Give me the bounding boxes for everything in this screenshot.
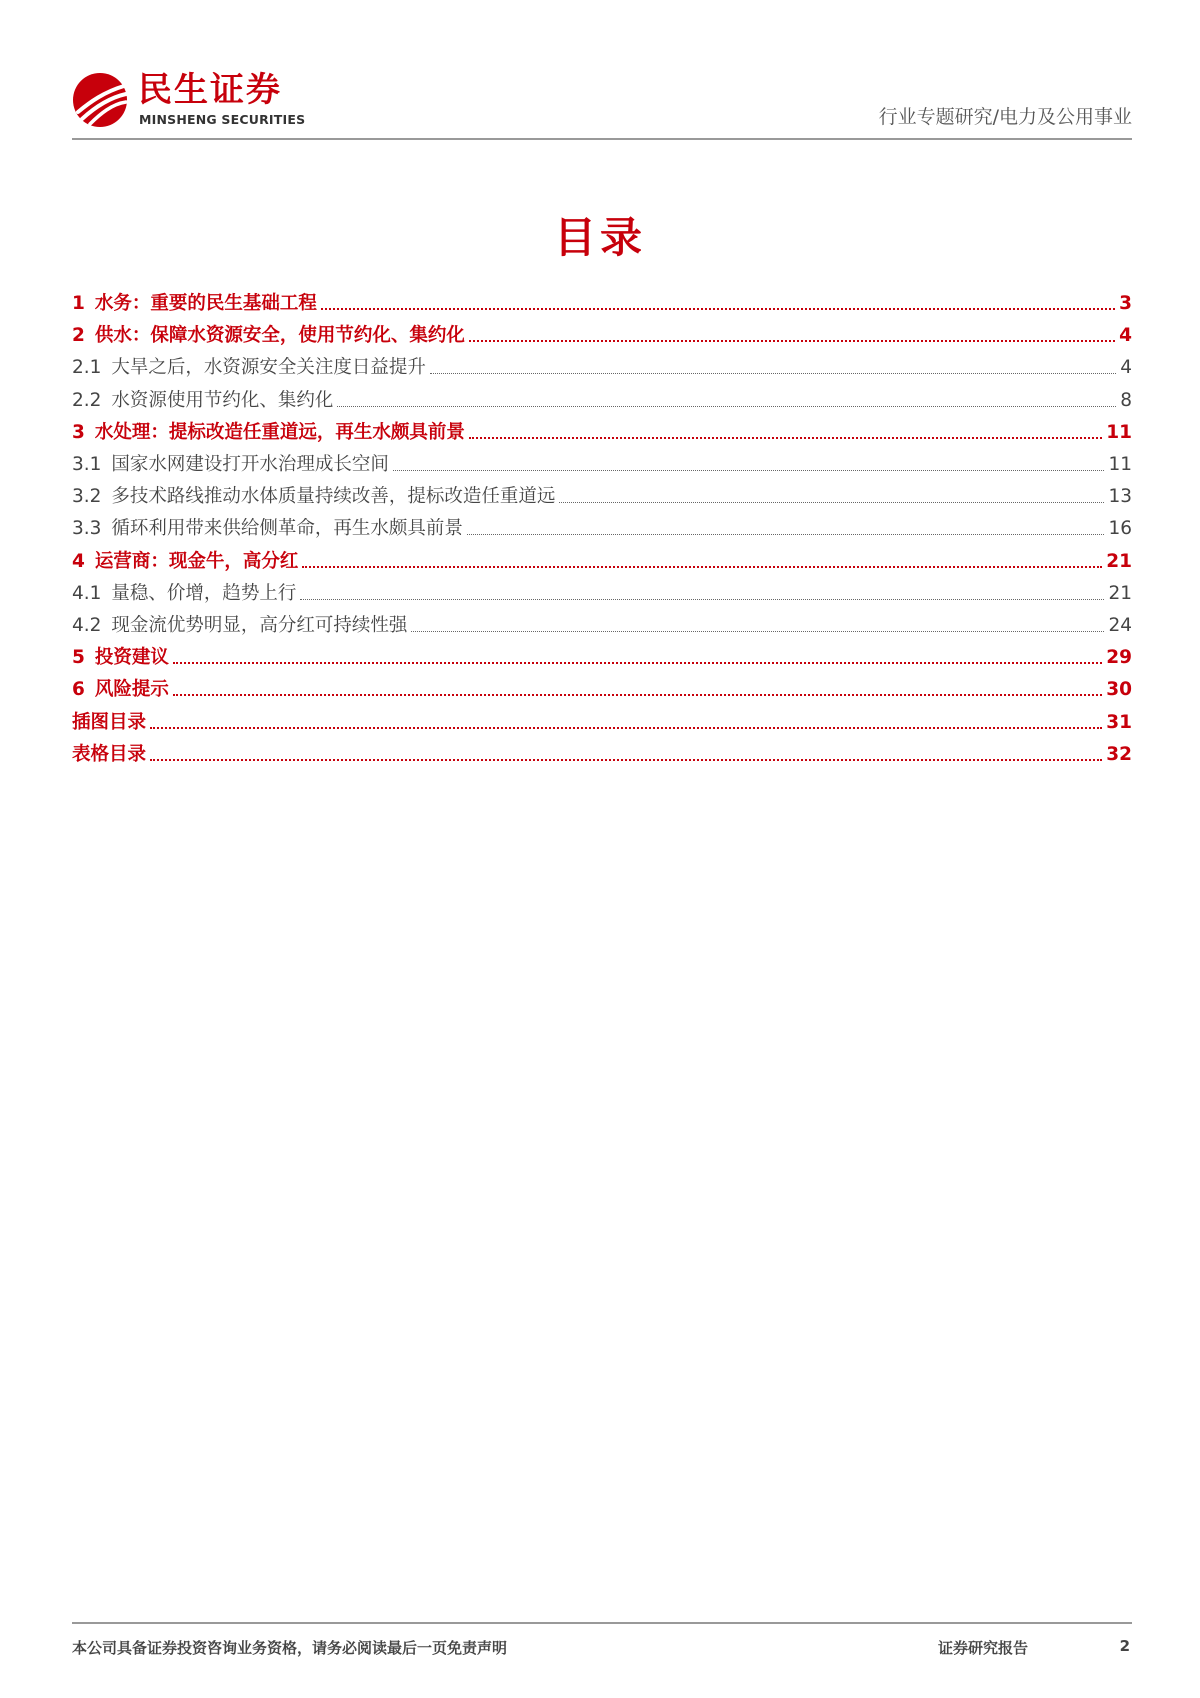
toc-entry-number: 4.1: [72, 582, 102, 604]
toc-entry-title: [72, 355, 426, 381]
footer-divider: [72, 1622, 1132, 1624]
toc-entry-page: 11: [1106, 421, 1132, 443]
toc-entry-number: 5: [72, 647, 85, 669]
toc-entry-page: 29: [1106, 647, 1132, 669]
toc-entry-text: 大旱之后，水资源安全关注度日益提升: [111, 357, 426, 379]
toc-dot-leader: [337, 405, 1116, 407]
toc-entry[interactable]: [72, 577, 1132, 607]
toc-entry-title: [72, 291, 317, 317]
toc-dot-leader: [321, 307, 1115, 310]
footer-doc-type: 证券研究报告: [938, 1639, 1029, 1657]
toc-dot-leader: [393, 469, 1105, 471]
toc-entry-text: 现金流优势明显，高分红可持续性强: [111, 615, 408, 636]
logo-english-name: MINSHENG SECURITIES: [139, 112, 306, 127]
toc-entry[interactable]: [72, 512, 1132, 542]
toc-entry-page: 8: [1120, 389, 1132, 411]
toc-dot-leader: [469, 339, 1115, 342]
page-header: [72, 66, 1132, 140]
toc-entry-title: [72, 484, 555, 510]
toc-entry-text: 水务：重要的民生基础工程: [94, 293, 317, 314]
toc-dot-leader: [150, 758, 1102, 761]
toc-entry-text: 循环利用带来供给侧革命，再生水颇具前景: [111, 518, 463, 540]
toc-entry-page: 24: [1108, 615, 1132, 636]
toc-entry-title: [72, 452, 389, 478]
toc-entry[interactable]: [72, 673, 1132, 703]
toc-dot-leader: [559, 501, 1104, 503]
toc-entry-title: [72, 549, 298, 575]
toc-entry-text: 水资源使用节约化、集约化: [111, 389, 334, 411]
toc-entry-text: 运营商：现金牛，高分红: [94, 550, 299, 572]
toc-entry-page: 4: [1119, 325, 1132, 347]
toc-entry-text: 量稳、价增，趋势上行: [111, 582, 297, 604]
toc-entry-title: [72, 581, 296, 607]
toc-entry-page: 4: [1120, 357, 1132, 379]
footer-disclaimer: 本公司具备证券投资咨询业务资格，请务必阅读最后一页免责声明: [72, 1639, 508, 1657]
toc-entry[interactable]: [72, 480, 1132, 510]
toc-entry-page: 30: [1106, 679, 1132, 701]
toc-entry-page: 31: [1106, 711, 1132, 733]
toc-entry-page: 13: [1108, 486, 1132, 508]
toc-entry-text: 供水：保障水资源安全，使用节约化、集约化: [94, 325, 465, 347]
toc-entry-number: 3.2: [72, 486, 102, 508]
toc-entry-number: 3: [72, 421, 85, 443]
toc-entry-text: 风险提示: [94, 679, 169, 701]
toc-entry-number: 1: [72, 293, 85, 314]
toc-entry[interactable]: [72, 609, 1132, 639]
toc-entry-text: 多技术路线推动水体质量持续改善，提标改造任重道远: [111, 486, 556, 508]
toc-entry[interactable]: [72, 706, 1132, 736]
toc-entry[interactable]: [72, 384, 1132, 414]
toc-entry-page: 32: [1106, 743, 1132, 765]
toc-entry-title: [72, 645, 169, 671]
minsheng-logo-icon: [72, 72, 128, 128]
toc-entry[interactable]: [72, 448, 1132, 478]
toc-dot-leader: [300, 598, 1104, 600]
toc-entry[interactable]: [72, 545, 1132, 575]
toc-dot-leader: [173, 693, 1102, 696]
toc-entry-page: 21: [1108, 582, 1132, 604]
toc-dot-leader: [467, 533, 1105, 535]
toc-entry-title: [72, 742, 146, 768]
toc-entry-text: 水处理：提标改造任重道远，再生水颇具前景: [94, 421, 465, 443]
toc-entry-title: [72, 420, 465, 446]
toc-entry[interactable]: [72, 351, 1132, 381]
toc-entry-number: 2: [72, 325, 85, 347]
toc-entry-title: [72, 613, 407, 639]
toc-entry-number: 3.1: [72, 454, 102, 475]
toc-entry-title: [72, 323, 465, 349]
toc-entry-number: 4: [72, 550, 85, 572]
toc-entry-title: [72, 710, 146, 736]
toc-entry-title: [72, 516, 463, 542]
toc-dot-leader: [411, 630, 1104, 632]
toc-entry[interactable]: [72, 416, 1132, 446]
toc-dot-leader: [430, 372, 1116, 374]
page-number: 2: [1119, 1637, 1130, 1655]
toc-entry-page: 16: [1108, 518, 1132, 540]
logo-chinese-name: 民生证券: [138, 70, 282, 110]
header-divider: [72, 138, 1132, 140]
report-category: 行业专题研究/电力及公用事业: [878, 106, 1132, 128]
toc-dot-leader: [469, 436, 1102, 439]
company-logo: [72, 70, 332, 132]
toc-dot-leader: [150, 726, 1102, 729]
toc-entry-text: 国家水网建设打开水治理成长空间: [111, 454, 389, 475]
toc-entry-title: [72, 388, 333, 414]
toc-entry-text: 插图目录: [72, 711, 147, 733]
toc-entry-title: [72, 677, 169, 703]
toc-entry[interactable]: [72, 287, 1132, 317]
toc-entry[interactable]: [72, 319, 1132, 349]
toc-entry-number: 3.3: [72, 518, 102, 540]
toc-entry-number: 2.2: [72, 389, 102, 411]
toc-entry-page: 3: [1119, 293, 1132, 314]
toc-entry-number: 2.1: [72, 357, 102, 379]
toc-entry[interactable]: [72, 738, 1132, 768]
toc-dot-leader: [173, 661, 1102, 664]
toc-title: 目录: [553, 213, 646, 262]
toc-entry-number: 6: [72, 679, 85, 701]
toc-entry-page: 21: [1106, 550, 1132, 572]
toc-entry-number: 4.2: [72, 615, 102, 636]
toc-entry-text: 表格目录: [72, 743, 147, 765]
toc-entry-page: 11: [1108, 454, 1132, 475]
toc-entry[interactable]: [72, 641, 1132, 671]
toc-dot-leader: [302, 565, 1102, 568]
toc-entry-text: 投资建议: [94, 647, 169, 669]
